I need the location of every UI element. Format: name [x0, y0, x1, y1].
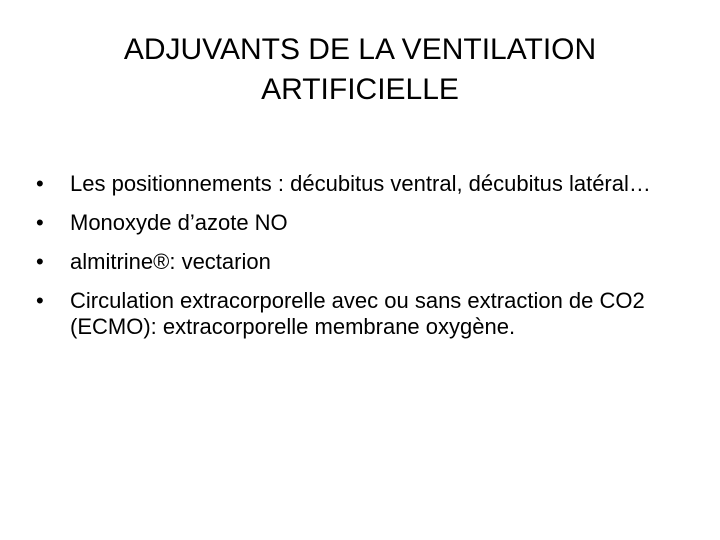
- title-line-1: ADJUVANTS DE LA VENTILATION: [123, 33, 597, 66]
- bullet-icon: •: [36, 210, 44, 235]
- bullet-text: almitrine®: vectarion: [70, 249, 271, 274]
- title-line-2: ARTIFICIELLE: [261, 73, 459, 106]
- slide-title: [60, 30, 660, 110]
- bullet-text: Monoxyde d’azote NO: [70, 210, 288, 235]
- bullet-icon: •: [36, 249, 44, 274]
- bullet-item-ecmo: [36, 288, 676, 340]
- bullet-text: Les positionnements : décubitus ventral, décubitus latéral…: [70, 171, 651, 196]
- bullet-list: [36, 171, 676, 353]
- bullet-item-almitrine: [36, 249, 676, 275]
- bullet-text: Circulation extracorporelle avec ou sans extraction de CO2 (ECMO): extracorporelle membrane oxygène.: [70, 288, 645, 339]
- bullet-icon: •: [36, 171, 44, 196]
- bullet-item-positionnements: [36, 171, 676, 197]
- bullet-item-monoxyde: [36, 210, 676, 236]
- bullet-icon: •: [36, 288, 44, 313]
